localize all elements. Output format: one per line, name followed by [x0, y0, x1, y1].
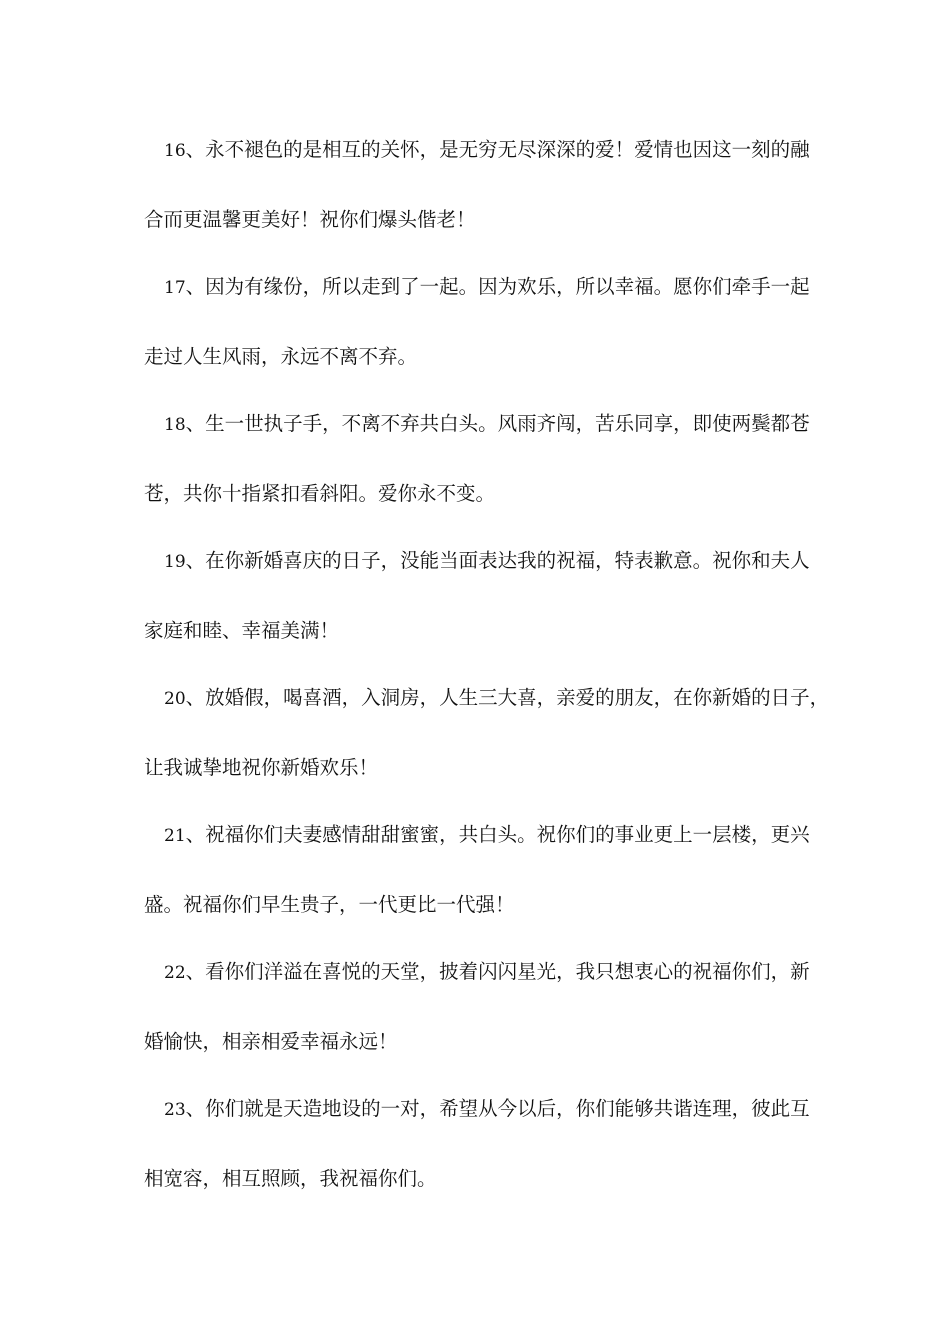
paragraph-line-2: 合而更温馨更美好！祝你们爆头偕老！ — [144, 207, 476, 231]
paragraph-line-2: 让我诚挚地祝你新婚欢乐！ — [144, 755, 379, 779]
paragraph-number: 21 — [164, 826, 186, 846]
paragraph-line-2: 走过人生风雨，永远不离不弃。 — [144, 344, 418, 368]
paragraph-number: 23 — [164, 1100, 186, 1120]
paragraph-number: 19 — [164, 552, 186, 572]
paragraph-text: 、看你们洋溢在喜悦的天堂，披着闪闪星光，我只想衷心的祝福你们，新 — [185, 960, 810, 983]
paragraph-number: 18 — [164, 415, 186, 435]
paragraph-line-1 — [144, 527, 808, 597]
paragraph-line-2: 相宽容，相互照顾，我祝福你们。 — [144, 1166, 437, 1190]
paragraph-text: 、永不褪色的是相互的关怀，是无穷无尽深深的爱！爱情也因这一刻的融 — [185, 138, 810, 161]
paragraph-17 — [144, 253, 808, 391]
paragraph-text: 、祝福你们夫妻感情甜甜蜜蜜，共白头。祝你们的事业更上一层楼，更兴 — [185, 823, 810, 846]
paragraph-text: 、生一世执子手，不离不弃共白头。风雨齐闯，苦乐同享，即使两鬓都苍 — [185, 412, 810, 435]
paragraph-text: 、放婚假，喝喜酒，入洞房，人生三大喜，亲爱的朋友，在你新婚的日子， — [185, 686, 830, 709]
paragraph-number: 16 — [164, 141, 186, 161]
paragraph-text: 、在你新婚喜庆的日子，没能当面表达我的祝福，特表歉意。祝你和夫人 — [185, 549, 810, 572]
paragraph-line-1 — [144, 253, 808, 323]
paragraph-line-1 — [144, 801, 808, 871]
paragraph-number: 17 — [164, 278, 186, 298]
paragraph-line-1 — [144, 664, 830, 734]
paragraph-16 — [144, 116, 808, 254]
paragraph-text: 、因为有缘份，所以走到了一起。因为欢乐，所以幸福。愿你们牵手一起 — [185, 275, 810, 298]
paragraph-21 — [144, 801, 808, 939]
paragraph-text: 、你们就是天造地设的一对，希望从今以后，你们能够共谐连理，彼此互 — [185, 1097, 810, 1120]
paragraph-20 — [144, 664, 830, 802]
paragraph-line-1 — [144, 938, 808, 1008]
paragraph-line-1 — [144, 390, 808, 460]
paragraph-number: 22 — [164, 963, 186, 983]
paragraph-19 — [144, 527, 808, 665]
paragraph-22 — [144, 938, 808, 1076]
paragraph-line-2: 苍，共你十指紧扣看斜阳。爱你永不变。 — [144, 481, 496, 505]
paragraph-line-2: 家庭和睦、幸福美满！ — [144, 618, 340, 642]
paragraph-line-2: 盛。祝福你们早生贵子，一代更比一代强！ — [144, 892, 515, 916]
paragraph-23 — [144, 1075, 808, 1213]
paragraph-number: 20 — [164, 689, 186, 709]
paragraph-18 — [144, 390, 808, 528]
paragraph-line-1 — [144, 116, 808, 186]
paragraph-line-1 — [144, 1075, 808, 1145]
paragraph-line-2: 婚愉快，相亲相爱幸福永远！ — [144, 1029, 398, 1053]
